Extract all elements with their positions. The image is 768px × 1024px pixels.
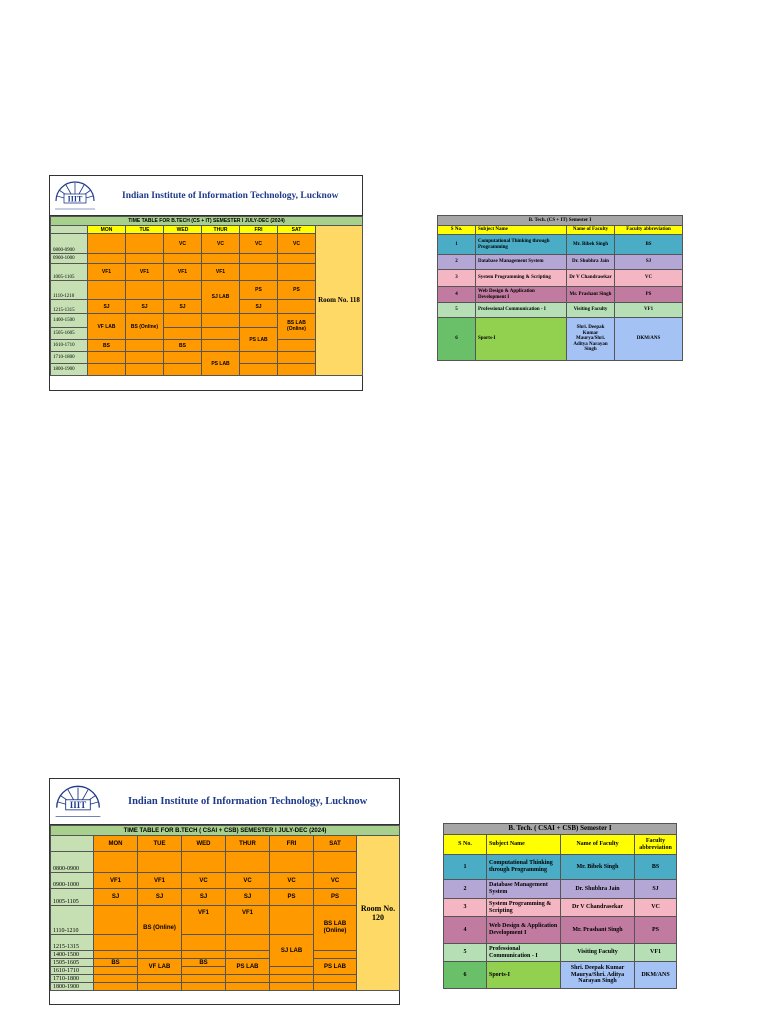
table-row xyxy=(438,235,683,255)
class-cell xyxy=(182,967,226,975)
class-cell xyxy=(226,935,270,951)
class-cell xyxy=(240,352,278,364)
class-cell: SJ xyxy=(226,889,270,906)
time-slot: 1005-1105 xyxy=(51,889,94,906)
class-cell xyxy=(126,281,164,300)
corner-cell xyxy=(51,836,94,852)
class-cell: BS (Online) xyxy=(138,906,182,951)
faculty-name: Dr. Shubhra Jain xyxy=(567,255,615,270)
subject-name: System Programming & Scripting xyxy=(487,899,561,917)
svg-text:IIIT: IIIT xyxy=(69,799,87,810)
table-row xyxy=(438,287,683,303)
class-cell: BS LAB (Online) xyxy=(314,906,357,951)
faculty-name: Visiting Faculty xyxy=(561,944,635,962)
table-row xyxy=(444,880,677,899)
class-cell: SJ xyxy=(138,889,182,906)
class-cell xyxy=(126,352,164,364)
class-cell: PS LAB xyxy=(314,959,357,975)
time-slot: 1110-1210 xyxy=(51,281,88,300)
faculty-abbreviation: VC xyxy=(615,270,683,287)
day-header: WED xyxy=(182,836,226,852)
class-cell xyxy=(202,328,240,340)
class-cell xyxy=(270,852,314,873)
class-cell xyxy=(240,264,278,281)
class-cell: VF1 xyxy=(138,873,182,889)
table-row xyxy=(444,855,677,880)
class-cell xyxy=(270,975,314,983)
day-header: FRI xyxy=(270,836,314,852)
faculty-name: Mr. Bibek Singh xyxy=(561,855,635,880)
class-cell xyxy=(94,951,138,959)
faculty-name: Shri. Deepak Kumar Maurya/Shri. Aditya Narayan Singh xyxy=(567,318,615,361)
class-cell xyxy=(270,967,314,975)
serial-number: 3 xyxy=(444,899,487,917)
class-cell xyxy=(94,852,138,873)
class-cell xyxy=(278,254,316,264)
faculty-abbreviation: BS xyxy=(615,235,683,255)
class-cell xyxy=(270,906,314,935)
time-slot: 1215-1315 xyxy=(51,935,94,951)
class-cell xyxy=(126,364,164,376)
faculty-abbreviation: SJ xyxy=(615,255,683,270)
column-header: Name of Faculty xyxy=(567,226,615,235)
subject-name: Sports-I xyxy=(476,318,567,361)
class-cell xyxy=(278,264,316,281)
time-slot: 1400-1500 xyxy=(51,314,88,328)
subject-name: Computational Thinking through Programming xyxy=(476,235,567,255)
day-header: TUE xyxy=(126,226,164,234)
serial-number: 2 xyxy=(438,255,476,270)
class-cell: VF1 xyxy=(94,873,138,889)
class-cell: VC xyxy=(182,873,226,889)
class-cell xyxy=(240,364,278,376)
class-cell xyxy=(226,975,270,983)
class-cell xyxy=(88,234,126,254)
class-cell: VF1 xyxy=(164,264,202,281)
subject-name: Sports-I xyxy=(487,962,561,989)
class-cell: VC xyxy=(270,873,314,889)
time-slot: 1710-1800 xyxy=(51,352,88,364)
column-header: Faculty abbreviation xyxy=(635,835,677,855)
column-header: S No. xyxy=(444,835,487,855)
timetable-grid xyxy=(50,825,400,991)
class-cell xyxy=(88,281,126,300)
class-cell: VC xyxy=(314,873,357,889)
class-cell xyxy=(138,975,182,983)
day-header: WED xyxy=(164,226,202,234)
serial-number: 1 xyxy=(438,235,476,255)
day-header: THUR xyxy=(226,836,270,852)
time-slot: 1005-1105 xyxy=(51,264,88,281)
class-cell: BS LAB (Online) xyxy=(278,314,316,340)
class-cell: VF1 xyxy=(226,906,270,935)
day-header: SAT xyxy=(314,836,357,852)
class-cell xyxy=(164,314,202,328)
room-number: Room No. 120 xyxy=(357,836,400,991)
room-number: Room No. 118 xyxy=(316,226,363,376)
class-cell: VF1 xyxy=(202,264,240,281)
subject-table-csai-csb xyxy=(443,823,677,989)
table-row xyxy=(444,962,677,989)
class-cell xyxy=(202,314,240,328)
faculty-abbreviation: DKM/ANS xyxy=(635,962,677,989)
institute-name: Indian Institute of Information Technology, Lucknow xyxy=(128,796,368,807)
serial-number: 4 xyxy=(438,287,476,303)
day-header: SAT xyxy=(278,226,316,234)
class-cell: VC xyxy=(240,234,278,254)
time-slot: 1215-1315 xyxy=(51,300,88,314)
class-cell xyxy=(88,364,126,376)
class-cell xyxy=(164,352,202,364)
class-cell xyxy=(88,352,126,364)
class-cell xyxy=(314,852,357,873)
timetable-caption: TIME TABLE FOR B.TECH ( CSAI + CSB) SEMESTER I JULY-DEC (2024) xyxy=(51,826,400,836)
iiitl-logo-icon xyxy=(50,780,106,824)
class-cell: SJ xyxy=(88,300,126,314)
class-cell xyxy=(126,234,164,254)
faculty-abbreviation: VF1 xyxy=(615,303,683,318)
column-header: Name of Faculty xyxy=(561,835,635,855)
table-row xyxy=(444,944,677,962)
subject-name: System Programming & Scripting xyxy=(476,270,567,287)
subject-name: Professional Communication - I xyxy=(487,944,561,962)
faculty-abbreviation: SJ xyxy=(635,880,677,899)
class-cell: VC xyxy=(226,873,270,889)
subject-name: Professional Communication - I xyxy=(476,303,567,318)
faculty-name: Dr. Shubhra Jain xyxy=(561,880,635,899)
class-cell: VF LAB xyxy=(88,314,126,340)
faculty-abbreviation: BS xyxy=(635,855,677,880)
column-header: Subject Name xyxy=(487,835,561,855)
class-cell: SJ xyxy=(94,889,138,906)
time-slot: 0900-1000 xyxy=(51,873,94,889)
class-cell xyxy=(94,906,138,935)
class-cell xyxy=(138,951,182,959)
class-cell xyxy=(164,364,202,376)
column-header: Faculty abbreviation xyxy=(615,226,683,235)
day-header: THUR xyxy=(202,226,240,234)
class-cell: SJ LAB xyxy=(202,281,240,314)
class-cell: BS xyxy=(164,340,202,352)
serial-number: 3 xyxy=(438,270,476,287)
class-cell xyxy=(88,254,126,264)
class-cell: SJ LAB xyxy=(270,935,314,967)
class-cell xyxy=(138,852,182,873)
class-cell xyxy=(278,352,316,364)
svg-text:IIIT: IIIT xyxy=(67,194,83,203)
class-cell xyxy=(94,935,138,951)
subject-name: Database Management System xyxy=(476,255,567,270)
serial-number: 4 xyxy=(444,917,487,944)
class-cell: BS (Online) xyxy=(126,314,164,340)
corner-cell xyxy=(51,226,88,234)
table-row xyxy=(438,318,683,361)
class-cell xyxy=(278,300,316,314)
class-cell xyxy=(182,935,226,951)
class-cell xyxy=(182,983,226,991)
class-cell xyxy=(314,975,357,983)
faculty-name: Shri. Deepak Kumar Maurya/Shri. Aditya Narayan Singh xyxy=(561,962,635,989)
class-cell xyxy=(314,951,357,959)
subject-name: Computational Thinking through Programming xyxy=(487,855,561,880)
serial-number: 6 xyxy=(444,962,487,989)
timetable-caption: TIME TABLE FOR B.TECH (CS + IT) SEMESTER I JULY-DEC (2024) xyxy=(51,217,363,226)
subject-table-title: B. Tech. ( CSAI + CSB) Semester I xyxy=(444,824,677,835)
serial-number: 1 xyxy=(444,855,487,880)
class-cell: SJ xyxy=(126,300,164,314)
table-row xyxy=(438,270,683,287)
faculty-name: Dr V Chandrasekar xyxy=(567,270,615,287)
time-slot: 1505-1605 xyxy=(51,328,88,340)
serial-number: 5 xyxy=(444,944,487,962)
class-cell xyxy=(314,983,357,991)
timetable-csai-csb xyxy=(49,778,400,1005)
subject-name: Web Design & Application Development I xyxy=(487,917,561,944)
timetable-header xyxy=(50,176,362,216)
time-slot: 1800-1900 xyxy=(51,983,94,991)
serial-number: 2 xyxy=(444,880,487,899)
subject-name: Database Management System xyxy=(487,880,561,899)
time-slot: 0800-0900 xyxy=(51,234,88,254)
class-cell xyxy=(94,975,138,983)
column-header: S No. xyxy=(438,226,476,235)
class-cell xyxy=(226,951,270,959)
class-cell xyxy=(138,983,182,991)
class-cell: BS xyxy=(182,959,226,967)
class-cell: VF1 xyxy=(126,264,164,281)
subject-table-title: B. Tech. (CS + IT) Semester I xyxy=(438,216,683,226)
time-slot: 1505-1605 xyxy=(51,959,94,967)
faculty-name: Mr. Prashant Singh xyxy=(561,917,635,944)
class-cell: VC xyxy=(164,234,202,254)
class-cell xyxy=(240,254,278,264)
class-cell xyxy=(202,340,240,352)
serial-number: 5 xyxy=(438,303,476,318)
time-slot: 1610-1710 xyxy=(51,340,88,352)
class-cell xyxy=(240,314,278,328)
faculty-abbreviation: VF1 xyxy=(635,944,677,962)
table-row xyxy=(438,255,683,270)
class-cell xyxy=(278,364,316,376)
class-cell xyxy=(270,983,314,991)
time-slot: 1110-1210 xyxy=(51,906,94,935)
time-slot: 0800-0900 xyxy=(51,852,94,873)
faculty-name: Mr. Bibek Singh xyxy=(567,235,615,255)
class-cell xyxy=(164,281,202,300)
class-cell: BS xyxy=(88,340,126,352)
day-header: FRI xyxy=(240,226,278,234)
class-cell xyxy=(278,340,316,352)
faculty-abbreviation: PS xyxy=(615,287,683,303)
class-cell: PS LAB xyxy=(202,352,240,376)
class-cell xyxy=(226,852,270,873)
class-cell: VC xyxy=(202,234,240,254)
iiitl-logo-icon xyxy=(50,177,100,215)
faculty-abbreviation: VC xyxy=(635,899,677,917)
class-cell xyxy=(182,951,226,959)
day-header: TUE xyxy=(138,836,182,852)
institute-name: Indian Institute of Information Technology, Lucknow xyxy=(122,190,339,201)
class-cell xyxy=(126,254,164,264)
class-cell: VF1 xyxy=(182,906,226,935)
time-slot: 0900-1000 xyxy=(51,254,88,264)
class-cell xyxy=(94,967,138,975)
class-cell: BS xyxy=(94,959,138,967)
class-cell xyxy=(182,852,226,873)
class-cell xyxy=(126,340,164,352)
class-cell xyxy=(182,975,226,983)
faculty-name: Visiting Faculty xyxy=(567,303,615,318)
class-cell xyxy=(202,254,240,264)
class-cell xyxy=(226,983,270,991)
class-cell: PS xyxy=(278,281,316,300)
serial-number: 6 xyxy=(438,318,476,361)
faculty-abbreviation: DKM/ANS xyxy=(615,318,683,361)
class-cell: PS xyxy=(240,281,278,300)
faculty-abbreviation: PS xyxy=(635,917,677,944)
column-header: Subject Name xyxy=(476,226,567,235)
time-slot: 1710-1800 xyxy=(51,975,94,983)
class-cell: SJ xyxy=(240,300,278,314)
faculty-name: Mr. Prashant Singh xyxy=(567,287,615,303)
table-row xyxy=(444,917,677,944)
day-header: MON xyxy=(88,226,126,234)
class-cell: PS LAB xyxy=(240,328,278,352)
class-cell: PS xyxy=(270,889,314,906)
faculty-name: Dr V Chandrasekar xyxy=(561,899,635,917)
time-slot: 1400-1500 xyxy=(51,951,94,959)
class-cell: PS LAB xyxy=(226,959,270,975)
class-cell xyxy=(164,328,202,340)
class-cell: VF1 xyxy=(88,264,126,281)
timetable-grid xyxy=(50,216,363,376)
class-cell: SJ xyxy=(182,889,226,906)
time-slot: 1800-1900 xyxy=(51,364,88,376)
class-cell xyxy=(94,983,138,991)
subject-name: Web Design & Application Development I xyxy=(476,287,567,303)
class-cell: VF LAB xyxy=(138,959,182,975)
table-row xyxy=(438,303,683,318)
time-slot: 1610-1710 xyxy=(51,967,94,975)
class-cell: SJ xyxy=(164,300,202,314)
subject-table-cs-it xyxy=(437,215,683,361)
class-cell: VC xyxy=(278,234,316,254)
class-cell: PS xyxy=(314,889,357,906)
day-header: MON xyxy=(94,836,138,852)
class-cell xyxy=(164,254,202,264)
table-row xyxy=(444,899,677,917)
timetable-header xyxy=(50,779,399,825)
timetable-cs-it xyxy=(49,175,363,391)
